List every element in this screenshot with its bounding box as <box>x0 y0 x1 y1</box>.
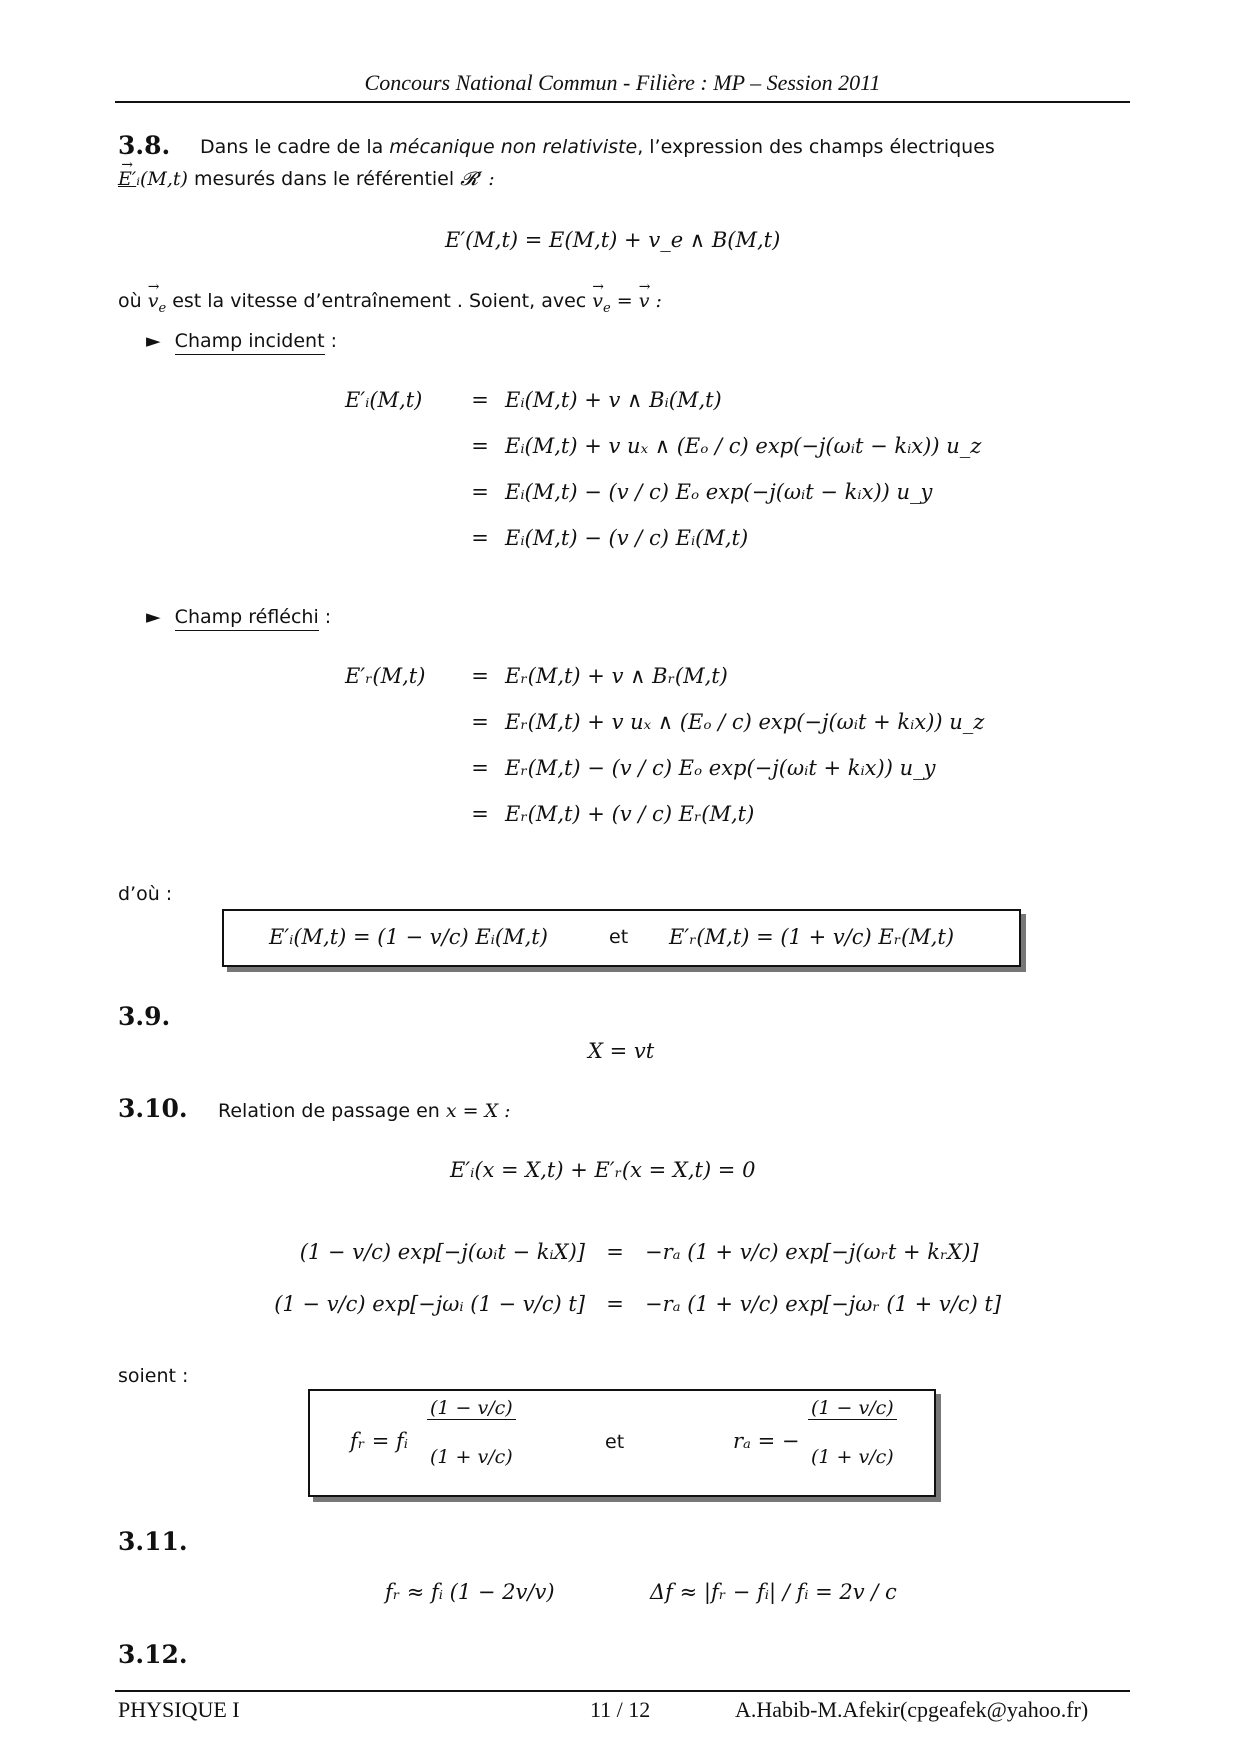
equation-delta-f: Δf ≈ |fᵣ − fᵢ| / fᵢ = 2v / c <box>650 1580 897 1604</box>
incident-rhs: Eᵢ(M,t) + v uₓ ∧ (Eₒ / c) exp(−j(ωᵢt − kᵢx)) u_z <box>505 434 982 458</box>
box-et: et <box>609 926 629 948</box>
ou-line: où → $v_e$ est la vitesse d’entraînement . Soient, avec → $v_e$ = → v : <box>118 287 662 323</box>
section-3-10-text <box>218 1097 511 1125</box>
ou-word: où <box>118 290 142 312</box>
footer-author: A.Habib-M.Afekir(cpgeafek@yahoo.fr) <box>735 1697 1089 1722</box>
equals-sign: = <box>471 480 489 504</box>
intro-text-c: mesurés dans le référentiel <box>194 168 455 190</box>
section-3-10-number: 3.10. <box>118 1094 188 1123</box>
champ-incident-label: Champ incident <box>175 330 325 355</box>
ra-fraction <box>806 1397 899 1468</box>
colon: : <box>330 330 337 352</box>
bullet-reflechi <box>146 606 331 628</box>
reflechi-row <box>345 710 984 756</box>
bullet-icon: ► <box>146 330 161 352</box>
soient-label: soient : <box>118 1365 189 1387</box>
incident-row <box>345 434 981 480</box>
equals-sign: = <box>606 1292 624 1316</box>
equation-champ-transform: E′(M,t) = E(M,t) + v_e ∧ B(M,t) <box>445 228 781 252</box>
reflechi-rhs: Eᵣ(M,t) + (v / c) Eᵣ(M,t) <box>505 802 755 826</box>
box-right-equation: E′ᵣ(M,t) = (1 + v/c) Eᵣ(M,t) <box>669 925 955 949</box>
fr-frac-top: (1 − v/c) <box>427 1397 516 1420</box>
reflechi-equation-block <box>345 664 984 848</box>
passage-row <box>270 1240 1001 1292</box>
reflechi-rhs: Eᵣ(M,t) + v ∧ Bᵣ(M,t) <box>505 664 728 688</box>
reflechi-lhs: E′ᵣ(M,t) <box>345 664 426 688</box>
ra-frac-top: (1 − v/c) <box>808 1397 897 1420</box>
result-box-3-10 <box>308 1389 936 1497</box>
section-3-8-intro-line2: → E′ᵢ(M,t) mesurés dans le référentiel 𝓡′ : <box>118 165 495 193</box>
passage-lhs: (1 − v/c) exp[−jωᵢ (1 − v/c) t] <box>274 1292 585 1316</box>
bullet-icon: ► <box>146 606 161 628</box>
fr-lhs: fᵣ = fᵢ <box>350 1429 409 1453</box>
equals-sign: = <box>471 756 489 780</box>
footer-page-number: 11 / 12 <box>590 1697 651 1722</box>
section-3-8-intro <box>200 133 1130 161</box>
page-header: Concours National Commun - Filière : MP – Session 2011 <box>364 70 881 95</box>
relation-text: Relation de passage en <box>218 1100 440 1122</box>
ou-rest: est la vitesse d’entraînement . Soient, avec <box>172 290 587 312</box>
relation-eq: x = X : <box>445 1100 511 1122</box>
equals-sign: = <box>471 434 489 458</box>
dou-label: d’où : <box>118 883 173 905</box>
section-3-11-number: 3.11. <box>118 1527 188 1556</box>
bullet-incident <box>146 330 337 352</box>
passage-rhs: −rₐ (1 + v/c) exp[−j(ωᵣt + kᵣX)] <box>645 1240 979 1264</box>
incident-row <box>345 388 981 434</box>
reflechi-row <box>345 756 984 802</box>
header-rule <box>115 101 1130 103</box>
incident-row <box>345 526 981 572</box>
equals-sign: = <box>471 526 489 550</box>
reflechi-row <box>345 664 984 710</box>
equals-sign: = <box>606 1240 624 1264</box>
section-3-12-number: 3.12. <box>118 1640 188 1669</box>
champ-reflechi-label: Champ réfléchi <box>175 606 319 631</box>
equals-sign: = <box>471 710 489 734</box>
intro-emphasis: mécanique non relativiste <box>389 136 638 158</box>
section-3-8-number: 3.8. <box>118 131 171 160</box>
incident-rhs: Eᵢ(M,t) − (v / c) Eᵢ(M,t) <box>505 526 749 550</box>
incident-row <box>345 480 981 526</box>
equals-sign: = <box>471 388 489 412</box>
incident-lhs: E′ᵢ(M,t) <box>345 388 423 412</box>
fr-frac-bottom: (1 + v/c) <box>430 1446 513 1468</box>
equation-passage: E′ᵢ(x = X,t) + E′ᵣ(x = X,t) = 0 <box>450 1158 756 1182</box>
equation-fr-approx: fᵣ ≈ fᵢ (1 − 2v/v) <box>385 1580 555 1604</box>
passage-row <box>270 1292 1001 1344</box>
box-left-equation: E′ᵢ(M,t) = (1 − v/c) Eᵢ(M,t) <box>269 925 548 949</box>
section-3-9-number: 3.9. <box>118 1002 171 1031</box>
equals-sign: = <box>471 802 489 826</box>
equals-sign: = <box>471 664 489 688</box>
footer-rule <box>115 1690 1130 1692</box>
result-box-3-8 <box>222 909 1021 967</box>
intro-text-b: , l’expression des champs électriques <box>637 136 995 158</box>
incident-equation-block <box>345 388 981 572</box>
referential-symbol: 𝓡′ : <box>460 168 495 190</box>
reflechi-rhs: Eᵣ(M,t) − (v / c) Eₒ exp(−j(ωᵢt + kᵢx)) u_y <box>505 756 936 780</box>
footer-left: PHYSIQUE I <box>118 1697 240 1722</box>
passage-lhs: (1 − v/c) exp[−j(ωᵢt − kᵢX)] <box>299 1240 585 1264</box>
incident-rhs: Eᵢ(M,t) − (v / c) Eₒ exp(−j(ωᵢt − kᵢx)) u_y <box>505 480 933 504</box>
fr-fraction <box>425 1397 518 1468</box>
passage-rhs: −rₐ (1 + v/c) exp[−jωᵣ (1 + v/c) t] <box>645 1292 1002 1316</box>
box-et: et <box>605 1431 625 1453</box>
ra-frac-bottom: (1 + v/c) <box>811 1446 894 1468</box>
reflechi-row <box>345 802 984 848</box>
incident-rhs: Eᵢ(M,t) + v ∧ Bᵢ(M,t) <box>505 388 722 412</box>
colon: : <box>324 606 332 628</box>
intro-text-a: Dans le cadre de la <box>200 136 384 158</box>
equation-x-vt: X = vt <box>588 1039 655 1063</box>
ra-lhs: rₐ = − <box>733 1429 800 1453</box>
passage-equation-block <box>270 1240 1001 1344</box>
reflechi-rhs: Eᵣ(M,t) + v uₓ ∧ (Eₒ / c) exp(−j(ωᵢt + kᵢx)) u_z <box>505 710 985 734</box>
